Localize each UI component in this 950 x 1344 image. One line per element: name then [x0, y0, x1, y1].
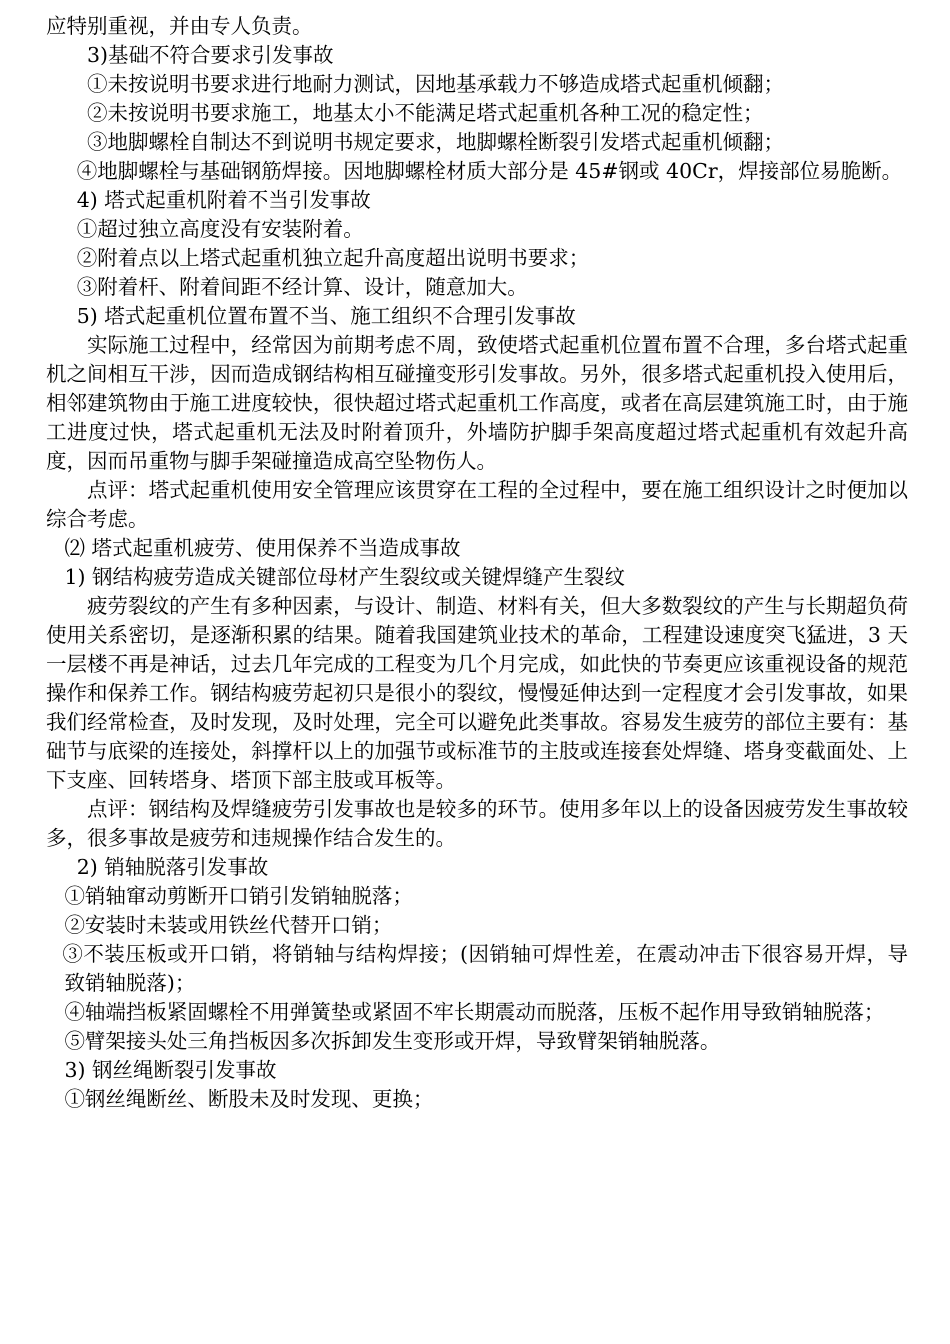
comment-paragraph: 点评：塔式起重机使用安全管理应该贯穿在工程的全过程中，要在施工组织设计之时便加以综合考虑。 [46, 478, 908, 531]
list-item: ①未按说明书要求进行地耐力测试，因地基承载力不够造成塔式起重机倾翻； [87, 72, 784, 96]
list-item: ①销轴窜动剪断开口销引发销轴脱落； [64, 884, 413, 908]
list-item: ③地脚螺栓自制达不到说明书规定要求，地脚螺栓断裂引发塔式起重机倾翻； [87, 130, 784, 154]
paragraph: 应特别重视，并由专人负责。 [46, 14, 313, 38]
list-item: ①超过独立高度没有安装附着。 [76, 217, 364, 241]
list-item: ①钢丝绳断丝、断股未及时发现、更换； [64, 1087, 434, 1111]
body-paragraph: 疲劳裂纹的产生有多种因素，与设计、制造、材料有关，但大多数裂纹的产生与长期超负荷使用关系密切，是逐渐积累的结果。随着我国建筑业技术的革命，工程建设速度突飞猛进，3 天一层楼不再是神话，过去几年完成的工程变为几个月完成，如此快的节奏更应该重视设备的规范操作和保养工作。钢结构疲劳起初只是很小的裂纹，慢慢延伸达到一定程度才会引发事故，如果我们经常检查，及时发现，及时处理，完全可以避免此类事故。容易发生疲劳的部位主要有：基础节与底梁的连接处，斜撑杆以上的加强节或标准节的主肢或连接套处焊缝、塔身变截面处、上下支座、回转塔身、塔顶下部主肢或耳板等。 [46, 594, 908, 792]
list-item: ②安装时未装或用铁丝代替开口销； [64, 913, 393, 937]
list-item: ③附着杆、附着间距不经计算、设计，随意加大。 [76, 275, 528, 299]
list-item: ②未按说明书要求施工，地基太小不能满足塔式起重机各种工况的稳定性； [87, 101, 764, 125]
body-paragraph: 实际施工过程中，经常因为前期考虑不周，致使塔式起重机位置布置不合理，多台塔式起重机之间相互干涉，因而造成钢结构相互碰撞变形引发事故。另外，很多塔式起重机投入使用后，相邻建筑物由于施工进度较快，很快超过塔式起重机工作高度，或者在高层建筑施工时，由于施工进度过快，塔式起重机无法及时附着顶升，外墙防护脚手架高度超过塔式起重机有效起升高度，因而吊重物与脚手架碰撞造成高空坠物伤人。 [46, 333, 908, 473]
section-heading: 3)基础不符合要求引发事故 [87, 43, 334, 67]
section-heading: ⑵ 塔式起重机疲劳、使用保养不当造成事故 [64, 536, 461, 560]
comment-paragraph: 点评：钢结构及焊缝疲劳引发事故也是较多的环节。使用多年以上的设备因疲劳发生事故较多，很多事故是疲劳和违规操作结合发生的。 [46, 797, 908, 850]
section-heading: 3) 钢丝绳断裂引发事故 [64, 1058, 277, 1082]
list-item: ③不装压板或开口销，将销轴与结构焊接；(因销轴可焊性差，在震动冲击下很容易开焊，导致销轴脱落)； [62, 942, 908, 995]
list-item: ⑤臂架接头处三角挡板因多次拆卸发生变形或开焊，导致臂架销轴脱落。 [64, 1029, 721, 1053]
section-heading: 2) 销轴脱落引发事故 [76, 855, 269, 879]
list-item: ④地脚螺栓与基础钢筋焊接。因地脚螺栓材质大部分是 45#钢或 40Cr，焊接部位易脆断。 [76, 159, 903, 183]
section-heading: 1) 钢结构疲劳造成关键部位母材产生裂纹或关键焊缝产生裂纹 [64, 565, 625, 589]
list-item: ②附着点以上塔式起重机独立起升高度超出说明书要求； [76, 246, 590, 270]
section-heading: 4) 塔式起重机附着不当引发事故 [76, 188, 371, 212]
section-heading: 5) 塔式起重机位置布置不当、施工组织不合理引发事故 [76, 304, 576, 328]
document-page [46, 12, 908, 1114]
list-item: ④轴端挡板紧固螺栓不用弹簧垫或紧固不牢长期震动而脱落，压板不起作用导致销轴脱落； [64, 1000, 885, 1024]
